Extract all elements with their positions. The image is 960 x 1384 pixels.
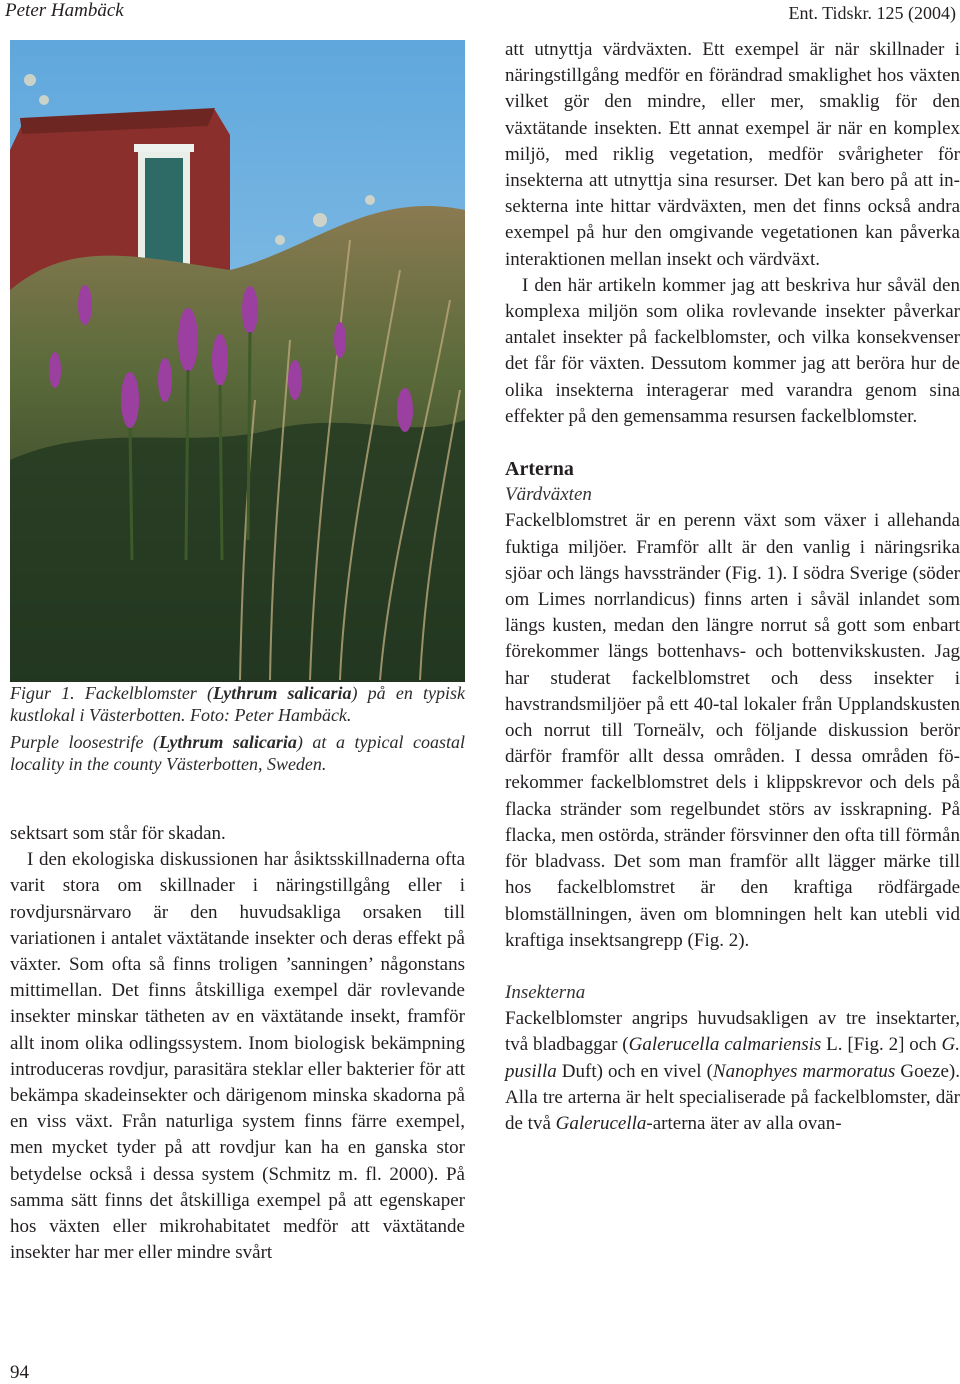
paragraph: Fackelblomster angrips huvudsakligen av tre insektarter, två bladbaggar (Galerucella calmariensis L. [Fig. 2] och G. pusilla Duft) och en vivel (Nanophyes marmoratus Goeze). Alla tre arterna är helt specialiserade på fackelblomster, där de två Galerucella-arterna äter av alla ovan- (505, 1008, 960, 1134)
subsection-heading: Värdväxten (505, 484, 592, 506)
genus-name: Galerucella (555, 1112, 647, 1134)
paragraph: I den ekologiska diskussionen har åsiktsskillnaderna ofta varit stora om skillnader i näringstillgång eller i rovdjursnärvaro är den huvudsakliga orsaken till variationen i antalet växtätande insekter och deras effekt på växter. Som ofta så finns troligen ’sanningen’ någonstans mittimellan. Det finns åtskilliga exempel där rovlevande insekter minskar tätheten av en växtätande insekt, framför allt inom olika odlingssystem. Inom biologisk bekämpning introduceras rovdjur, parasitära steklar eller bakterier för att bekämpa skadeinsekter och därigenom minska skadorna på en viss växt. Från naturliga system finns färre exempel, men mycket tyder på att rovdjur kan ha en ganska stor betydelse också i dessa system (Schmitz m. fl. 2000). På samma sätt finns det åtskilliga exempel på att egenskaper hos växten eller mikrohabitatet medför att växtätande insekter har mer eller mindre svårt (10, 849, 465, 1264)
left-column (10, 821, 465, 1266)
header-author: Peter Hambäck (5, 0, 124, 21)
figure-1-caption (10, 683, 465, 781)
species-name: Nanophyes marmoratus (712, 1060, 896, 1082)
section-heading: Arterna (505, 458, 574, 481)
right-column (505, 37, 960, 1137)
paragraph: att utnyttja värdväxten. Ett exempel är när skillnader i näringstillgång medför en förändrad smaklighet hos växten vilket gör den mindre, eller mer, smaklig för den växtätande insekten. Ett annat exempel är när en komplex miljö, med riklig vegetation, medför svårigheter för insekterna att utnyttja sina resurser. Det kan bero på att insekterna inte hittar värdväxten, men det finns också andra exempel på hur den omgivande vegetationen kan påverka interaktionen mellan insekt och värdväxt. (505, 39, 960, 270)
caption-species-sv: Lythrum salicaria (212, 683, 352, 703)
species-name: G. pusilla (505, 1034, 960, 1082)
subsection-heading: Insekterna (505, 981, 586, 1003)
header-journal: Ent. Tidskr. 125 (2004) (788, 3, 956, 23)
running-header (0, 0, 960, 30)
section-gap (505, 430, 960, 456)
species-name: Galerucella calmariensis (628, 1034, 822, 1056)
caption-swedish: Figur 1. Fackelblomster (Lythrum salicaria) på en typisk kustlokal i Västerbotten. Foto: Peter Hambäck. (10, 683, 465, 725)
figure-1-photo (10, 40, 465, 682)
paragraph: Fackelblomstret är en perenn växt som växer i allehanda fuktiga miljöer. Framför allt är den vanlig i näringsrika sjöar och längs havsstränder (Fig. 1). I södra Sverige (söder om Limes norrlandicus) finns arten i såväl inlandet som längs kusten, medan den längre norrut så gott som enbart förekommer längs bottenhavs- och bottenvikskusten. Jag har studerat fackelblomstret och dess insekter i havstrandsmiljöer på ett 40-tal lokaler från Upplandskusten och norrut till Torneälv, och följande diskussion berör därför framför allt dessa områden. I dessa områden förekommer fackelblomstret dels i klippskrevor och dels på flacka stränder som regelbundet störs av isskrapning. På flacka, men ostörda, stränder försvinner den ofta till förmån för bladvass. Det som man framför allt lägger märke till hos fackelblomstret är den kraftiga rödfärgade blomställningen, även om blomningen helt kan utebli vid kraftiga insektsangrepp (Fig. 2). (505, 510, 960, 951)
photo-illustration (10, 40, 465, 682)
section-gap (505, 954, 960, 980)
page-number: 94 (10, 1362, 29, 1383)
paragraph: sektsart som står för skadan. (10, 823, 226, 844)
caption-english: Purple loosestrife (Lythrum salicaria) at a typical coastal locality in the county Västerbotten, Sweden. (10, 732, 465, 774)
caption-species-en: Lythrum salicaria (159, 732, 297, 752)
paragraph: I den här artikeln kommer jag att beskriva hur såväl den komplexa miljön som olika rovlevande insekter påverkar antalet insekter på fackelblomster, och vilka konsekvenser det får för växten. Dessutom kommer jag att beröra hur de olika insekterna interagerar med varandra genom sina effekter på den gemensamma resursen fackelblomster. (505, 274, 960, 427)
